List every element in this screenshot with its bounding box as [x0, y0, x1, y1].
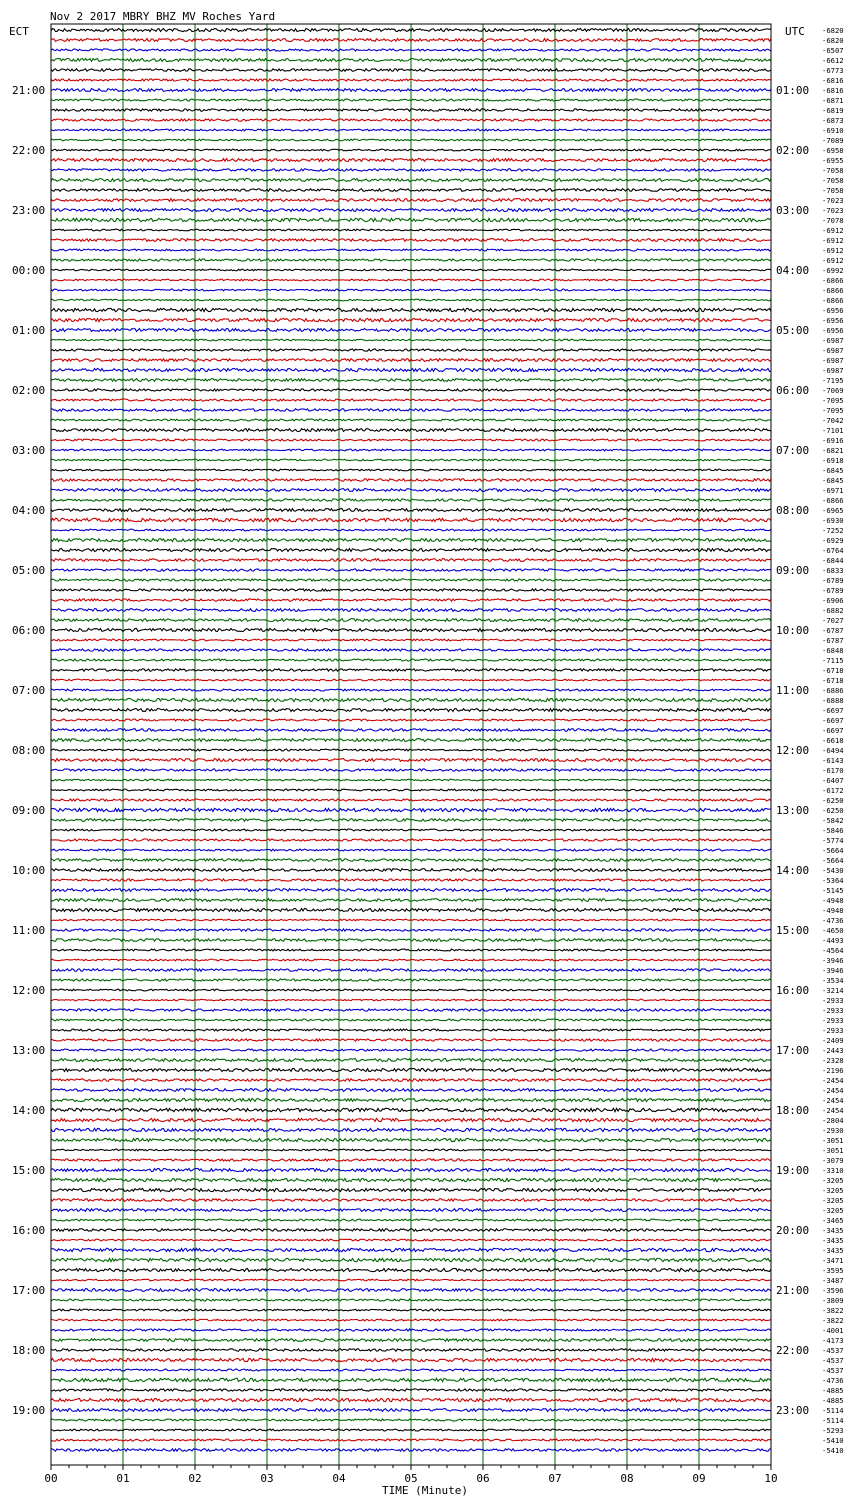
utc-hour-label: 01:00	[776, 84, 810, 97]
trace-offset-label: -6407	[822, 776, 844, 785]
trace-offset-label: -6956	[822, 326, 844, 335]
trace-offset-label: -5114	[822, 1406, 844, 1415]
trace-offset-label: -3822	[822, 1316, 844, 1325]
trace-offset-label: -5410	[822, 1436, 844, 1445]
utc-hour-label: 22:00	[776, 1344, 810, 1357]
trace-offset-label: -2454	[822, 1096, 844, 1105]
trace-offset-label: -6958	[822, 146, 844, 155]
trace-offset-label: -4537	[822, 1356, 844, 1365]
utc-hour-label: 09:00	[776, 564, 810, 577]
ect-hour-label: 21:00	[12, 84, 46, 97]
x-tick-label: 10	[764, 1472, 778, 1485]
trace-offset-label: -6888	[822, 696, 844, 705]
trace-offset-label: -2454	[822, 1076, 844, 1085]
trace-offset-label: -6819	[822, 106, 844, 115]
utc-hour-label: 23:00	[776, 1404, 810, 1417]
ect-hour-label: 02:00	[12, 384, 46, 397]
trace-offset-label: -6494	[822, 746, 844, 755]
trace-offset-label: -4001	[822, 1326, 844, 1335]
trace-offset-label: -4173	[822, 1336, 844, 1345]
ect-hour-label: 11:00	[12, 924, 46, 937]
trace-offset-label: -6987	[822, 346, 844, 355]
trace-offset-label: -7069	[822, 386, 844, 395]
trace-offset-label: -7058	[822, 176, 844, 185]
trace-offset-label: -2443	[822, 1046, 844, 1055]
utc-hour-label: 07:00	[776, 444, 810, 457]
ect-hour-label: 10:00	[12, 864, 46, 877]
trace-offset-label: -7095	[822, 406, 844, 415]
trace-offset-label: -6866	[822, 496, 844, 505]
utc-hour-labels	[776, 84, 809, 1417]
ect-hour-label: 23:00	[12, 204, 46, 217]
trace-offset-label: -3435	[822, 1236, 844, 1245]
trace-offset-label: -4493	[822, 936, 844, 945]
trace-offset-label: -3205	[822, 1206, 844, 1215]
trace-offset-label: -7027	[822, 616, 844, 625]
ect-hour-label: 19:00	[12, 1404, 46, 1417]
utc-hour-label: 18:00	[776, 1104, 810, 1117]
trace-offset-label: -5293	[822, 1426, 844, 1435]
trace-offset-label: -3465	[822, 1216, 844, 1225]
trace-offset-label: -3946	[822, 956, 844, 965]
trace-offset-label: -6612	[822, 56, 844, 65]
left-timezone-label: ECT	[9, 25, 29, 38]
utc-hour-label: 04:00	[776, 264, 810, 277]
trace-offset-label: -5664	[822, 846, 844, 855]
trace-offset-label: -3595	[822, 1266, 844, 1275]
trace-offset-label: -6918	[822, 456, 844, 465]
utc-hour-label: 16:00	[776, 984, 810, 997]
trace-offset-label: -4948	[822, 906, 844, 915]
trace-offset-label: -6844	[822, 556, 844, 565]
ect-hour-label: 07:00	[12, 684, 46, 697]
trace-offset-label: -6987	[822, 336, 844, 345]
trace-offset-label: -3205	[822, 1186, 844, 1195]
utc-hour-label: 20:00	[776, 1224, 810, 1237]
ect-hour-label: 14:00	[12, 1104, 46, 1117]
trace-offset-label: -6789	[822, 586, 844, 595]
trace-offset-label: -3051	[822, 1146, 844, 1155]
trace-offset-label: -7023	[822, 206, 844, 215]
ect-hour-label: 06:00	[12, 624, 46, 637]
trace-offset-label: -3051	[822, 1136, 844, 1145]
trace-offset-label: -6866	[822, 286, 844, 295]
trace-offset-label: -5846	[822, 826, 844, 835]
trace-offset-label: -7089	[822, 136, 844, 145]
utc-hour-label: 08:00	[776, 504, 810, 517]
trace-offset-label: -6845	[822, 476, 844, 485]
trace-offset-labels	[822, 26, 844, 1455]
trace-offset-label: -6906	[822, 596, 844, 605]
trace-offset-label: -7023	[822, 196, 844, 205]
trace-offset-label: -6987	[822, 366, 844, 375]
utc-hour-label: 03:00	[776, 204, 810, 217]
trace-offset-label: -6871	[822, 96, 844, 105]
trace-offset-label: -2328	[822, 1056, 844, 1065]
trace-offset-label: -6873	[822, 116, 844, 125]
trace-offset-label: -7042	[822, 416, 844, 425]
trace-offset-label: -6697	[822, 716, 844, 725]
trace-offset-label: -6956	[822, 306, 844, 315]
ect-hour-label: 08:00	[12, 744, 46, 757]
utc-hour-label: 05:00	[776, 324, 810, 337]
trace-offset-label: -3214	[822, 986, 844, 995]
trace-offset-label: -6912	[822, 236, 844, 245]
ect-hour-label: 09:00	[12, 804, 46, 817]
utc-hour-label: 17:00	[776, 1044, 810, 1057]
trace-offset-label: -6170	[822, 766, 844, 775]
ect-hour-labels	[12, 84, 45, 1417]
chart-title: Nov 2 2017 MBRY BHZ MV Roches Yard	[50, 10, 276, 23]
trace-offset-label: -7115	[822, 656, 844, 665]
trace-offset-label: -6816	[822, 86, 844, 95]
trace-offset-label: -2409	[822, 1036, 844, 1045]
trace-offset-label: -4564	[822, 946, 844, 955]
ect-hour-label: 16:00	[12, 1224, 46, 1237]
trace-offset-label: -6697	[822, 706, 844, 715]
trace-offset-label: -3471	[822, 1256, 844, 1265]
trace-offset-label: -6250	[822, 806, 844, 815]
trace-offset-label: -7101	[822, 426, 844, 435]
trace-offset-label: -4736	[822, 1376, 844, 1385]
utc-hour-label: 02:00	[776, 144, 810, 157]
trace-offset-label: -6697	[822, 726, 844, 735]
trace-offset-label: -3435	[822, 1246, 844, 1255]
trace-offset-label: -6965	[822, 506, 844, 515]
ect-hour-label: 03:00	[12, 444, 46, 457]
trace-offset-label: -6618	[822, 736, 844, 745]
trace-offset-label: -6787	[822, 626, 844, 635]
trace-offset-label: -5664	[822, 856, 844, 865]
ect-hour-label: 05:00	[12, 564, 46, 577]
trace-offset-label: -6992	[822, 266, 844, 275]
trace-offset-label: -6929	[822, 536, 844, 545]
trace-offset-label: -6848	[822, 646, 844, 655]
trace-offset-label: -3205	[822, 1196, 844, 1205]
trace-offset-label: -6764	[822, 546, 844, 555]
trace-offset-label: -3310	[822, 1166, 844, 1175]
trace-offset-label: -7095	[822, 396, 844, 405]
ect-hour-label: 04:00	[12, 504, 46, 517]
trace-offset-label: -6507	[822, 46, 844, 55]
x-tick-label: 07	[548, 1472, 562, 1485]
x-tick-label: 02	[188, 1472, 202, 1485]
trace-offset-label: -7252	[822, 526, 844, 535]
utc-hour-label: 11:00	[776, 684, 810, 697]
x-tick-label: 05	[404, 1472, 418, 1485]
trace-offset-label: -6787	[822, 636, 844, 645]
trace-offset-label: -5114	[822, 1416, 844, 1425]
ect-hour-label: 13:00	[12, 1044, 46, 1057]
trace-offset-label: -7078	[822, 216, 844, 225]
trace-offset-label: -3435	[822, 1226, 844, 1235]
utc-hour-label: 13:00	[776, 804, 810, 817]
trace-offset-label: -5430	[822, 866, 844, 875]
trace-offset-label: -7195	[822, 376, 844, 385]
x-axis-ticks	[44, 1465, 777, 1485]
utc-hour-label: 21:00	[776, 1284, 810, 1297]
trace-offset-label: -7058	[822, 166, 844, 175]
trace-offset-label: -4650	[822, 926, 844, 935]
trace-offset-label: -5842	[822, 816, 844, 825]
trace-offset-label: -6886	[822, 686, 844, 695]
trace-offset-label: -6882	[822, 606, 844, 615]
trace-offset-label: -2933	[822, 996, 844, 1005]
trace-offset-label: -3534	[822, 976, 844, 985]
utc-hour-label: 14:00	[776, 864, 810, 877]
utc-hour-label: 06:00	[776, 384, 810, 397]
x-tick-label: 00	[44, 1472, 58, 1485]
trace-offset-label: -6910	[822, 126, 844, 135]
trace-offset-label: -6987	[822, 356, 844, 365]
ect-hour-label: 12:00	[12, 984, 46, 997]
ect-hour-label: 00:00	[12, 264, 46, 277]
x-tick-label: 09	[692, 1472, 706, 1485]
utc-hour-label: 10:00	[776, 624, 810, 637]
x-tick-label: 04	[332, 1472, 346, 1485]
trace-offset-label: -2196	[822, 1066, 844, 1075]
x-tick-label: 03	[260, 1472, 274, 1485]
trace-offset-label: -7058	[822, 186, 844, 195]
trace-offset-label: -6250	[822, 796, 844, 805]
trace-offset-label: -6845	[822, 466, 844, 475]
trace-offset-label: -2454	[822, 1106, 844, 1115]
trace-offset-label: -5774	[822, 836, 844, 845]
ect-hour-label: 18:00	[12, 1344, 46, 1357]
trace-offset-label: -3822	[822, 1306, 844, 1315]
trace-offset-label: -4537	[822, 1346, 844, 1355]
trace-offset-label: -6912	[822, 226, 844, 235]
trace-offset-label: -6866	[822, 276, 844, 285]
x-tick-label: 06	[476, 1472, 490, 1485]
trace-offset-label: -5410	[822, 1446, 844, 1455]
trace-offset-label: -2930	[822, 1126, 844, 1135]
trace-offset-label: -4885	[822, 1386, 844, 1395]
trace-offset-label: -3946	[822, 966, 844, 975]
x-tick-label: 08	[620, 1472, 634, 1485]
trace-offset-label: -6820	[822, 36, 844, 45]
trace-offset-label: -2454	[822, 1086, 844, 1095]
trace-offset-label: -6143	[822, 756, 844, 765]
trace-offset-label: -6821	[822, 446, 844, 455]
trace-offset-label: -6816	[822, 76, 844, 85]
ect-hour-label: 01:00	[12, 324, 46, 337]
trace-offset-label: -2933	[822, 1006, 844, 1015]
trace-offset-label: -4537	[822, 1366, 844, 1375]
ect-hour-label: 22:00	[12, 144, 46, 157]
x-tick-label: 01	[116, 1472, 130, 1485]
ect-hour-label: 15:00	[12, 1164, 46, 1177]
ect-hour-label: 17:00	[12, 1284, 46, 1297]
trace-offset-label: -3079	[822, 1156, 844, 1165]
trace-offset-label: -6956	[822, 316, 844, 325]
right-timezone-label: UTC	[785, 25, 805, 38]
trace-offset-label: -6866	[822, 296, 844, 305]
trace-offset-label: -3487	[822, 1276, 844, 1285]
trace-offset-label: -6820	[822, 26, 844, 35]
x-axis-title: TIME (Minute)	[381, 1484, 469, 1497]
trace-offset-label: -2804	[822, 1116, 844, 1125]
trace-offset-label: -4948	[822, 896, 844, 905]
trace-offset-label: -3596	[822, 1286, 844, 1295]
trace-offset-label: -2933	[822, 1016, 844, 1025]
utc-hour-label: 12:00	[776, 744, 810, 757]
utc-hour-label: 19:00	[776, 1164, 810, 1177]
trace-offset-label: -6916	[822, 436, 844, 445]
trace-offset-label: -5145	[822, 886, 844, 895]
trace-offset-label: -2933	[822, 1026, 844, 1035]
trace-offset-label: -6718	[822, 676, 844, 685]
trace-offset-label: -6971	[822, 486, 844, 495]
trace-offset-label: -4736	[822, 916, 844, 925]
trace-offset-label: -6773	[822, 66, 844, 75]
utc-hour-label: 15:00	[776, 924, 810, 937]
trace-offset-label: -4885	[822, 1396, 844, 1405]
trace-offset-label: -6912	[822, 246, 844, 255]
trace-offset-label: -6955	[822, 156, 844, 165]
trace-offset-label: -6912	[822, 256, 844, 265]
trace-offset-label: -3809	[822, 1296, 844, 1305]
trace-offset-label: -6718	[822, 666, 844, 675]
trace-offset-label: -5364	[822, 876, 844, 885]
trace-offset-label: -6930	[822, 516, 844, 525]
trace-offset-label: -3205	[822, 1176, 844, 1185]
trace-offset-label: -6833	[822, 566, 844, 575]
trace-offset-label: -6789	[822, 576, 844, 585]
trace-offset-label: -6172	[822, 786, 844, 795]
